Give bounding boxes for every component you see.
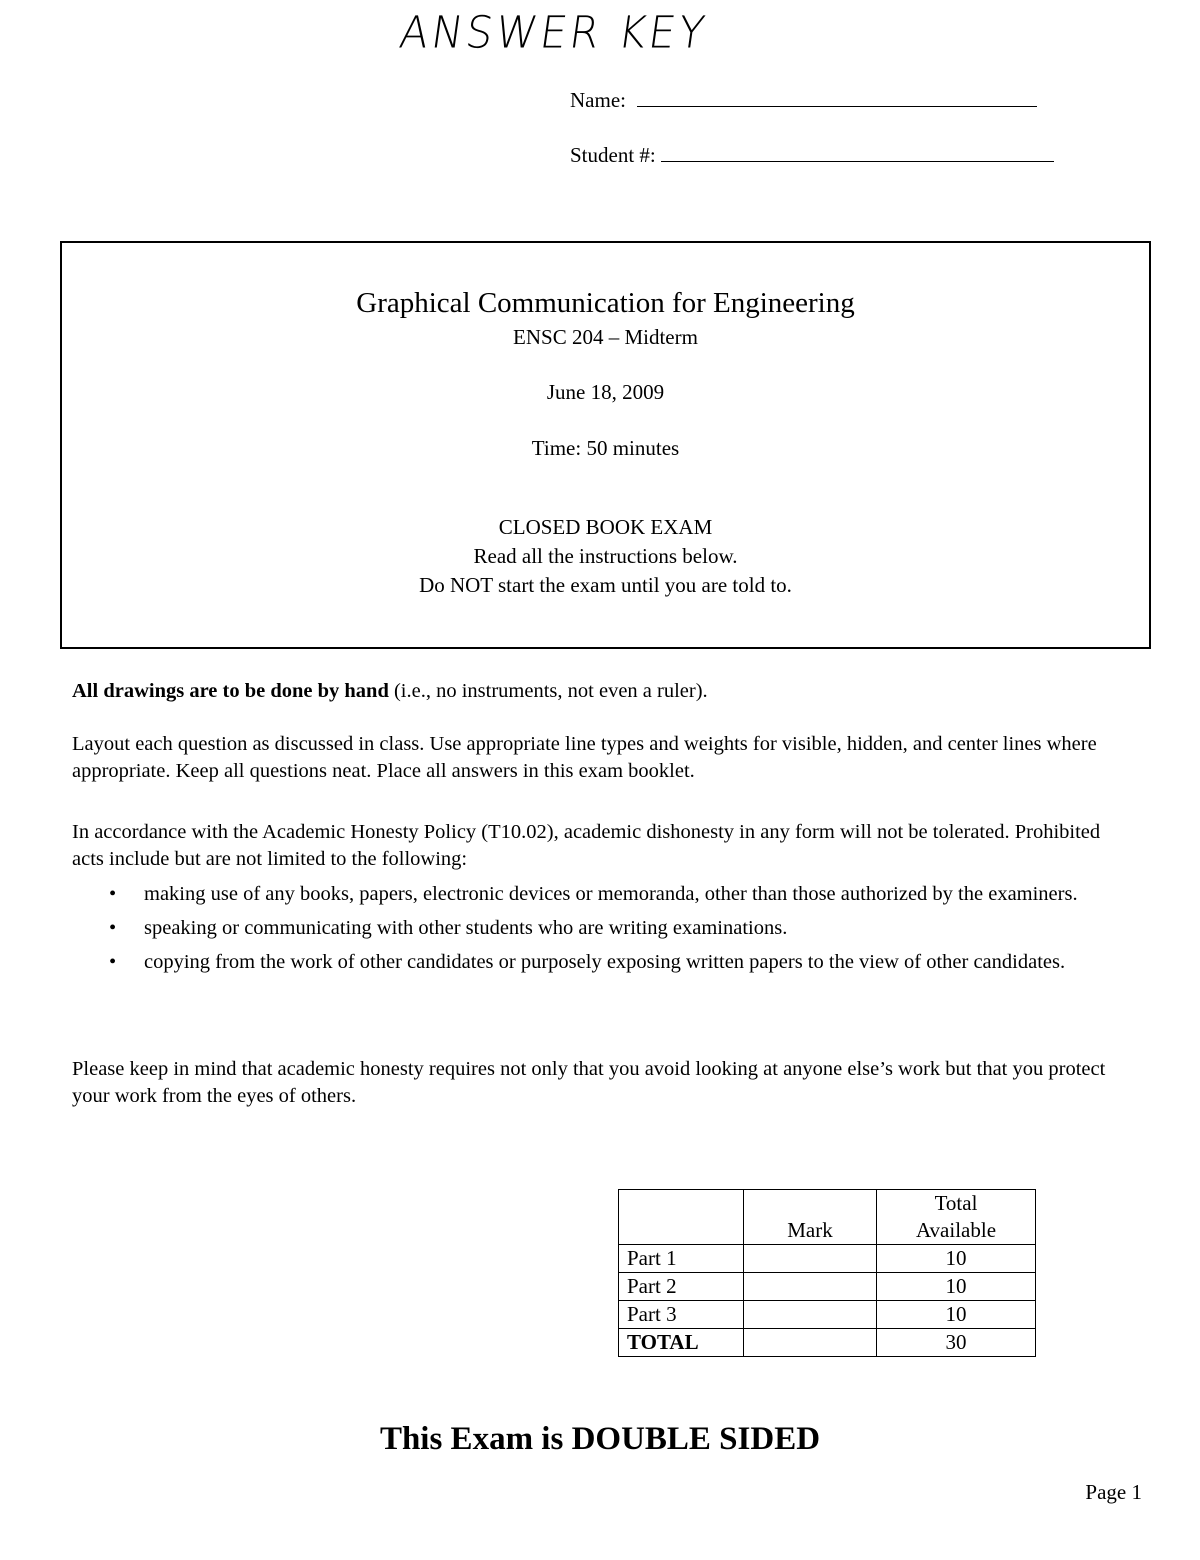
table-header-total: [877, 1190, 1036, 1245]
total-cell: 30: [877, 1329, 1036, 1357]
table-row: [619, 1245, 1036, 1273]
part-label: TOTAL: [619, 1329, 744, 1357]
total-cell: 10: [877, 1273, 1036, 1301]
student-number-label: Student #:: [570, 143, 656, 167]
mark-cell[interactable]: [744, 1273, 877, 1301]
honesty-closing: Please keep in mind that academic honesty requires not only that you avoid looking at anyone else’s work but that you protect your work from the eyes of others.: [72, 1058, 1106, 1107]
part-label: Part 1: [619, 1245, 744, 1273]
exam-date: June 18, 2009: [546, 380, 665, 404]
mark-cell[interactable]: [744, 1245, 877, 1273]
marks-table: [618, 1189, 1036, 1357]
page-number: Page 1: [1085, 1480, 1142, 1504]
read-instructions-notice: Read all the instructions below.: [473, 544, 738, 568]
bullet-icon: •: [109, 883, 117, 905]
answer-key-handwriting: ANSWER KEY: [396, 6, 711, 59]
bullet-icon: •: [109, 917, 117, 939]
table-header-row: [619, 1190, 1036, 1245]
total-cell: 10: [877, 1301, 1036, 1329]
honesty-intro: In accordance with the Academic Honesty Policy (T10.02), academic dishonesty in any form will not be tolerated. Prohibited acts include but are not limited to the following:: [72, 821, 1101, 870]
drawings-instruction: [72, 678, 1132, 705]
do-not-start-notice: Do NOT start the exam until you are told to.: [419, 573, 792, 597]
table-row: [619, 1329, 1036, 1357]
name-label: Name:: [570, 88, 626, 112]
drawings-instruction-rest: (i.e., no instruments, not even a ruler).: [388, 680, 708, 702]
list-item-text: copying from the work of other candidates or purposely exposing written papers to the view of other candidates.: [144, 951, 1066, 973]
list-item-text: speaking or communicating with other students who are writing examinations.: [144, 917, 788, 939]
table-header-total-line2: Available: [915, 1218, 997, 1242]
list-item: [104, 881, 1134, 908]
table-header-total-line1: Total: [934, 1191, 978, 1215]
table-header-blank: [619, 1190, 744, 1245]
table-header-mark: Mark: [744, 1190, 877, 1245]
course-code: ENSC 204 – Midterm: [513, 325, 698, 349]
table-row: [619, 1301, 1036, 1329]
name-field: [570, 88, 1037, 113]
double-sided-notice: This Exam is DOUBLE SIDED: [379, 1421, 821, 1457]
list-item: [104, 915, 1134, 942]
prohibited-acts-list: [104, 881, 1134, 983]
part-label: Part 2: [619, 1273, 744, 1301]
bullet-icon: •: [109, 951, 117, 973]
student-number-field: [570, 143, 1054, 168]
total-cell: 10: [877, 1245, 1036, 1273]
closed-book-notice: CLOSED BOOK EXAM: [498, 515, 713, 539]
list-item-text: making use of any books, papers, electronic devices or memoranda, other than those authorized by the examiners.: [144, 883, 1078, 905]
mark-cell[interactable]: [744, 1329, 877, 1357]
part-label: Part 3: [619, 1301, 744, 1329]
drawings-instruction-bold: All drawings are to be done by hand: [72, 680, 389, 702]
exam-title-box: [60, 241, 1151, 649]
list-item: [104, 949, 1134, 976]
exam-time: Time: 50 minutes: [531, 436, 680, 460]
course-title: Graphical Communication for Engineering: [356, 287, 855, 319]
mark-cell[interactable]: [744, 1301, 877, 1329]
student-number-line[interactable]: [661, 143, 1054, 162]
name-line[interactable]: [637, 88, 1037, 107]
table-row: [619, 1273, 1036, 1301]
layout-instruction: Layout each question as discussed in class. Use appropriate line types and weights for visible, hidden, and center lines where appropriate. Keep all questions neat. Place all answers in this exam booklet.: [72, 733, 1097, 782]
